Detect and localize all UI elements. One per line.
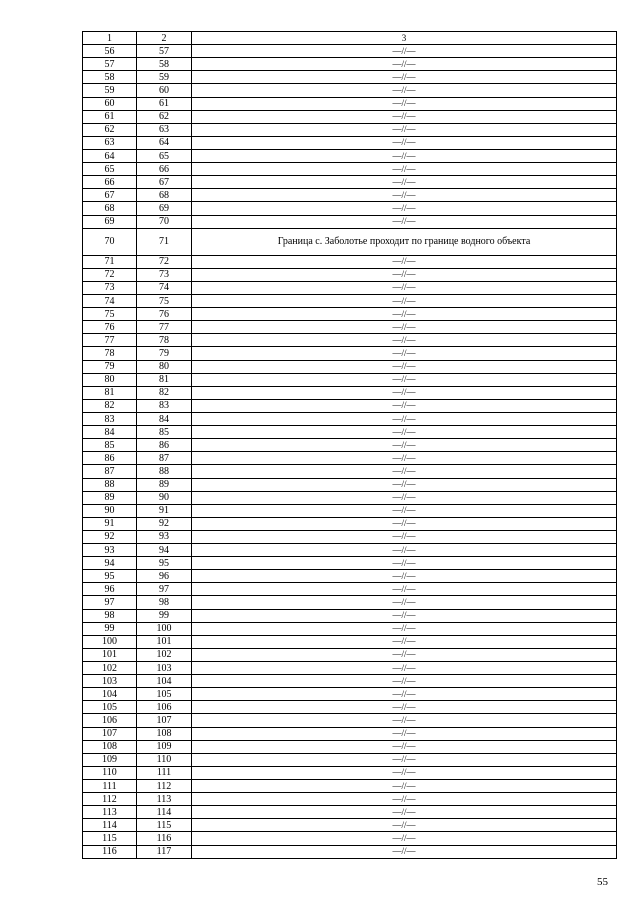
table-row — [83, 386, 617, 399]
description-cell: —//— — [192, 58, 617, 71]
table-row — [83, 45, 617, 58]
table-row — [83, 308, 617, 321]
description-cell: —//— — [192, 688, 617, 701]
from-point-cell: 76 — [83, 321, 137, 334]
to-point-cell: 97 — [137, 583, 192, 596]
description-cell: —//— — [192, 832, 617, 845]
table-row — [83, 609, 617, 622]
to-point-cell: 104 — [137, 675, 192, 688]
to-point-cell: 77 — [137, 321, 192, 334]
from-point-cell: 69 — [83, 215, 137, 228]
description-cell: —//— — [192, 819, 617, 832]
to-point-cell: 92 — [137, 517, 192, 530]
description-cell: —//— — [192, 123, 617, 136]
to-point-cell: 91 — [137, 504, 192, 517]
description-cell: —//— — [192, 84, 617, 97]
from-point-cell: 116 — [83, 845, 137, 858]
page-number: 55 — [597, 876, 608, 888]
to-point-cell: 63 — [137, 123, 192, 136]
description-cell: —//— — [192, 714, 617, 727]
to-point-cell: 61 — [137, 97, 192, 110]
table-row — [83, 110, 617, 123]
to-point-cell: 62 — [137, 110, 192, 123]
description-cell: —//— — [192, 648, 617, 661]
from-point-cell: 62 — [83, 123, 137, 136]
to-point-cell: 64 — [137, 136, 192, 149]
from-point-cell: 65 — [83, 163, 137, 176]
table-row — [83, 780, 617, 793]
table-row — [83, 504, 617, 517]
description-cell: —//— — [192, 530, 617, 543]
table-row — [83, 806, 617, 819]
table-row — [83, 123, 617, 136]
description-cell: —//— — [192, 386, 617, 399]
from-point-cell: 111 — [83, 780, 137, 793]
description-cell: —//— — [192, 163, 617, 176]
to-point-cell: 86 — [137, 439, 192, 452]
to-point-cell: 100 — [137, 622, 192, 635]
to-point-cell: 82 — [137, 386, 192, 399]
from-point-cell: 113 — [83, 806, 137, 819]
table-row — [83, 557, 617, 570]
from-point-cell: 98 — [83, 609, 137, 622]
table-row — [83, 727, 617, 740]
table-row — [83, 452, 617, 465]
from-point-cell: 110 — [83, 766, 137, 779]
description-cell: —//— — [192, 215, 617, 228]
table-row — [83, 753, 617, 766]
table-row — [83, 622, 617, 635]
description-cell: —//— — [192, 308, 617, 321]
from-point-cell: 108 — [83, 740, 137, 753]
from-point-cell: 81 — [83, 386, 137, 399]
from-point-cell: 95 — [83, 570, 137, 583]
to-point-cell: 93 — [137, 530, 192, 543]
description-cell: —//— — [192, 504, 617, 517]
table-row — [83, 832, 617, 845]
to-point-cell: 74 — [137, 281, 192, 294]
description-cell: —//— — [192, 596, 617, 609]
from-point-cell: 63 — [83, 136, 137, 149]
table-row — [83, 583, 617, 596]
description-cell: —//— — [192, 189, 617, 202]
table-row — [83, 360, 617, 373]
to-point-cell: 83 — [137, 399, 192, 412]
table-row — [83, 793, 617, 806]
table-row — [83, 215, 617, 228]
from-point-cell: 58 — [83, 71, 137, 84]
table-row — [83, 149, 617, 162]
to-point-cell: 96 — [137, 570, 192, 583]
table-row — [83, 662, 617, 675]
description-cell: —//— — [192, 793, 617, 806]
description-cell: —//— — [192, 71, 617, 84]
table-row — [83, 570, 617, 583]
to-point-cell: 110 — [137, 753, 192, 766]
table-row — [83, 439, 617, 452]
from-point-cell: 103 — [83, 675, 137, 688]
from-point-cell: 97 — [83, 596, 137, 609]
description-cell: —//— — [192, 780, 617, 793]
to-point-cell: 117 — [137, 845, 192, 858]
from-point-cell: 67 — [83, 189, 137, 202]
from-point-cell: 89 — [83, 491, 137, 504]
from-point-cell: 86 — [83, 452, 137, 465]
from-point-cell: 83 — [83, 412, 137, 425]
from-point-cell: 68 — [83, 202, 137, 215]
table-row — [83, 701, 617, 714]
description-cell: —//— — [192, 465, 617, 478]
table-row — [83, 255, 617, 268]
to-point-cell: 68 — [137, 189, 192, 202]
to-point-cell: 107 — [137, 714, 192, 727]
to-point-cell: 115 — [137, 819, 192, 832]
description-cell: —//— — [192, 557, 617, 570]
to-point-cell: 116 — [137, 832, 192, 845]
description-cell: —//— — [192, 609, 617, 622]
table-row — [83, 412, 617, 425]
description-cell: —//— — [192, 701, 617, 714]
from-point-cell: 70 — [83, 228, 137, 255]
description-cell: —//— — [192, 675, 617, 688]
description-cell: —//— — [192, 202, 617, 215]
from-point-cell: 66 — [83, 176, 137, 189]
to-point-cell: 89 — [137, 478, 192, 491]
header-cell-1: 1 — [83, 32, 137, 45]
description-cell: —//— — [192, 373, 617, 386]
table-row — [83, 766, 617, 779]
to-point-cell: 75 — [137, 294, 192, 307]
table-row — [83, 176, 617, 189]
from-point-cell: 94 — [83, 557, 137, 570]
from-point-cell: 112 — [83, 793, 137, 806]
table-row — [83, 399, 617, 412]
description-cell: —//— — [192, 544, 617, 557]
from-point-cell: 88 — [83, 478, 137, 491]
table-row — [83, 596, 617, 609]
from-point-cell: 114 — [83, 819, 137, 832]
from-point-cell: 74 — [83, 294, 137, 307]
description-cell: —//— — [192, 478, 617, 491]
to-point-cell: 105 — [137, 688, 192, 701]
table-row — [83, 517, 617, 530]
description-cell: Граница с. Заболотье проходит по границе водного объекта — [192, 228, 617, 255]
to-point-cell: 73 — [137, 268, 192, 281]
from-point-cell: 109 — [83, 753, 137, 766]
to-point-cell: 98 — [137, 596, 192, 609]
from-point-cell: 84 — [83, 426, 137, 439]
to-point-cell: 111 — [137, 766, 192, 779]
from-point-cell: 61 — [83, 110, 137, 123]
description-cell: —//— — [192, 740, 617, 753]
from-point-cell: 101 — [83, 648, 137, 661]
table-row — [83, 714, 617, 727]
to-point-cell: 69 — [137, 202, 192, 215]
table-row — [83, 648, 617, 661]
table-row — [83, 334, 617, 347]
description-cell: —//— — [192, 281, 617, 294]
table-row — [83, 688, 617, 701]
from-point-cell: 72 — [83, 268, 137, 281]
description-cell: —//— — [192, 439, 617, 452]
description-cell: —//— — [192, 136, 617, 149]
table-row — [83, 97, 617, 110]
description-cell: —//— — [192, 399, 617, 412]
from-point-cell: 82 — [83, 399, 137, 412]
to-point-cell: 71 — [137, 228, 192, 255]
table-row — [83, 347, 617, 360]
description-cell: —//— — [192, 412, 617, 425]
table-row — [83, 675, 617, 688]
to-point-cell: 66 — [137, 163, 192, 176]
table-header-row — [83, 32, 617, 45]
table-row — [83, 426, 617, 439]
description-cell: —//— — [192, 583, 617, 596]
description-cell: —//— — [192, 45, 617, 58]
table-row — [83, 281, 617, 294]
to-point-cell: 114 — [137, 806, 192, 819]
table-row — [83, 819, 617, 832]
description-cell: —//— — [192, 255, 617, 268]
from-point-cell: 96 — [83, 583, 137, 596]
table-row — [83, 163, 617, 176]
to-point-cell: 113 — [137, 793, 192, 806]
table-row — [83, 58, 617, 71]
from-point-cell: 71 — [83, 255, 137, 268]
table-row — [83, 478, 617, 491]
from-point-cell: 73 — [83, 281, 137, 294]
table-row — [83, 136, 617, 149]
to-point-cell: 60 — [137, 84, 192, 97]
to-point-cell: 102 — [137, 648, 192, 661]
from-point-cell: 115 — [83, 832, 137, 845]
from-point-cell: 100 — [83, 635, 137, 648]
to-point-cell: 99 — [137, 609, 192, 622]
from-point-cell: 105 — [83, 701, 137, 714]
description-cell: —//— — [192, 517, 617, 530]
description-cell: —//— — [192, 753, 617, 766]
from-point-cell: 106 — [83, 714, 137, 727]
from-point-cell: 85 — [83, 439, 137, 452]
to-point-cell: 65 — [137, 149, 192, 162]
to-point-cell: 72 — [137, 255, 192, 268]
to-point-cell: 78 — [137, 334, 192, 347]
table-row — [83, 635, 617, 648]
description-cell: —//— — [192, 570, 617, 583]
table-row — [83, 189, 617, 202]
from-point-cell: 92 — [83, 530, 137, 543]
to-point-cell: 80 — [137, 360, 192, 373]
description-cell: —//— — [192, 662, 617, 675]
from-point-cell: 64 — [83, 149, 137, 162]
to-point-cell: 70 — [137, 215, 192, 228]
to-point-cell: 57 — [137, 45, 192, 58]
to-point-cell: 90 — [137, 491, 192, 504]
table-row — [83, 268, 617, 281]
from-point-cell: 75 — [83, 308, 137, 321]
to-point-cell: 58 — [137, 58, 192, 71]
description-cell: —//— — [192, 268, 617, 281]
from-point-cell: 91 — [83, 517, 137, 530]
from-point-cell: 80 — [83, 373, 137, 386]
table-row — [83, 202, 617, 215]
description-cell: —//— — [192, 321, 617, 334]
description-cell: —//— — [192, 452, 617, 465]
to-point-cell: 101 — [137, 635, 192, 648]
description-cell: —//— — [192, 176, 617, 189]
to-point-cell: 95 — [137, 557, 192, 570]
from-point-cell: 102 — [83, 662, 137, 675]
to-point-cell: 79 — [137, 347, 192, 360]
boundary-points-table — [82, 31, 617, 859]
from-point-cell: 56 — [83, 45, 137, 58]
from-point-cell: 60 — [83, 97, 137, 110]
description-cell: —//— — [192, 110, 617, 123]
to-point-cell: 103 — [137, 662, 192, 675]
description-cell: —//— — [192, 149, 617, 162]
to-point-cell: 67 — [137, 176, 192, 189]
table-row — [83, 530, 617, 543]
from-point-cell: 107 — [83, 727, 137, 740]
from-point-cell: 77 — [83, 334, 137, 347]
description-cell: —//— — [192, 635, 617, 648]
description-cell: —//— — [192, 727, 617, 740]
table-row — [83, 491, 617, 504]
from-point-cell: 104 — [83, 688, 137, 701]
description-cell: —//— — [192, 491, 617, 504]
description-cell: —//— — [192, 426, 617, 439]
table-row — [83, 84, 617, 97]
to-point-cell: 76 — [137, 308, 192, 321]
to-point-cell: 106 — [137, 701, 192, 714]
from-point-cell: 99 — [83, 622, 137, 635]
header-cell-3: 3 — [192, 32, 617, 45]
header-cell-2: 2 — [137, 32, 192, 45]
table-row — [83, 740, 617, 753]
description-cell: —//— — [192, 294, 617, 307]
description-cell: —//— — [192, 97, 617, 110]
from-point-cell: 57 — [83, 58, 137, 71]
from-point-cell: 90 — [83, 504, 137, 517]
to-point-cell: 87 — [137, 452, 192, 465]
table-row — [83, 373, 617, 386]
table-row — [83, 465, 617, 478]
table-row — [83, 544, 617, 557]
to-point-cell: 84 — [137, 412, 192, 425]
to-point-cell: 81 — [137, 373, 192, 386]
description-cell: —//— — [192, 622, 617, 635]
description-cell: —//— — [192, 334, 617, 347]
from-point-cell: 87 — [83, 465, 137, 478]
table-row — [83, 228, 617, 255]
to-point-cell: 94 — [137, 544, 192, 557]
table-row — [83, 321, 617, 334]
from-point-cell: 79 — [83, 360, 137, 373]
from-point-cell: 93 — [83, 544, 137, 557]
description-cell: —//— — [192, 347, 617, 360]
table-row — [83, 71, 617, 84]
table-body — [83, 32, 617, 859]
description-cell: —//— — [192, 360, 617, 373]
to-point-cell: 112 — [137, 780, 192, 793]
table-row — [83, 845, 617, 858]
description-cell: —//— — [192, 766, 617, 779]
description-cell: —//— — [192, 845, 617, 858]
from-point-cell: 78 — [83, 347, 137, 360]
table-row — [83, 294, 617, 307]
description-cell: —//— — [192, 806, 617, 819]
to-point-cell: 88 — [137, 465, 192, 478]
to-point-cell: 85 — [137, 426, 192, 439]
to-point-cell: 59 — [137, 71, 192, 84]
to-point-cell: 108 — [137, 727, 192, 740]
from-point-cell: 59 — [83, 84, 137, 97]
to-point-cell: 109 — [137, 740, 192, 753]
